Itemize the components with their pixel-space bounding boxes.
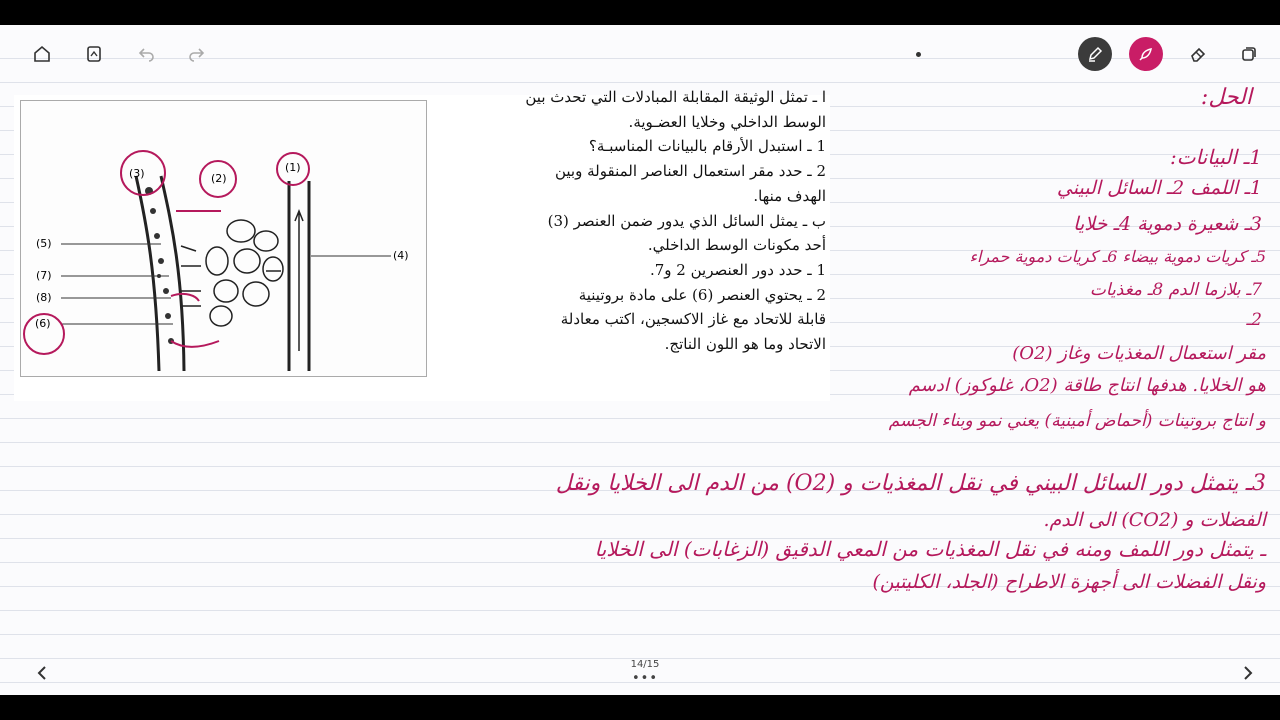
eraser-icon[interactable] <box>1183 39 1213 69</box>
label-3: (3) <box>129 167 145 180</box>
label-6: (6) <box>35 317 51 330</box>
page-add-icon[interactable] <box>79 39 109 69</box>
redo-icon[interactable] <box>182 39 212 69</box>
label-7: (7) <box>36 269 52 282</box>
answer-title: الحل: <box>1200 85 1252 110</box>
question-line: 2 ـ حدد مقر استعمال العناصر المنقولة وبين <box>554 162 826 181</box>
answer-line: 3ـ شعيرة دموية 4ـ خلايا <box>1073 213 1262 235</box>
question-line: الهدف منها. <box>753 186 826 205</box>
exchange-diagram <box>20 100 427 377</box>
toolbar <box>0 25 1280 85</box>
label-1: (1) <box>285 161 301 174</box>
answer-line: و انتاج بروتينات (أحماض أمينية) يعني نمو وبناء الجسم <box>888 411 1266 431</box>
label-4: (4) <box>393 249 409 262</box>
notebook-page[interactable] <box>0 25 1280 695</box>
pen-icon[interactable] <box>1078 37 1112 71</box>
answer-line: 3ـ يتمثل دور السائل البيني في نقل المغذيات و (O2) من الدم الى الخلايا ونقل <box>555 471 1266 496</box>
question-line: ا ـ تمثل الوثيقة المقابلة المبادلات التي تحدث بين <box>525 88 826 106</box>
question-line: الوسط الداخلي وخلايا العضـوية. <box>628 112 826 131</box>
answer-line: ونقل الفضلات الى أجهزة الاطراح (الجلد، الكليتين) <box>872 571 1266 593</box>
label-5: (5) <box>36 237 52 250</box>
undo-icon[interactable] <box>131 39 161 69</box>
more-options-icon[interactable]: ••• <box>631 671 658 686</box>
question-line: الاتحاد وما هو اللون الناتج. <box>664 335 826 354</box>
question-line: 1 ـ حدد دور العنصرين 2 و7. <box>649 260 826 279</box>
prev-page-icon[interactable] <box>32 663 52 683</box>
question-line: قابلة للاتحاد مع غاز الاكسجين، اكتب معادلة <box>560 310 826 329</box>
label-2: (2) <box>211 172 227 185</box>
question-text <box>440 85 826 357</box>
question-line: 2 ـ يحتوي العنصر (6) على مادة بروتينية <box>578 285 826 304</box>
lasso-icon[interactable] <box>1234 39 1264 69</box>
answer-line: 5ـ كريات دموية بيضاء 6ـ كريات دموية حمراء <box>969 247 1266 266</box>
question-line: 1 ـ استبدل الأرقام بالبيانات المناسبـة؟ <box>588 137 826 156</box>
answer-line: 2ـ <box>1246 310 1262 330</box>
question-line: ب ـ يمثل السائل الذي يدور ضمن العنصر (3) <box>547 211 826 230</box>
label-8: (8) <box>36 291 52 304</box>
answer-line: 7ـ بلازما الدم 8ـ مغذيات <box>1089 280 1262 300</box>
canvas-dot <box>916 52 921 57</box>
answer-line: 1ـ اللمف 2ـ السائل البيني <box>1056 177 1262 199</box>
answer-line: هو الخلايا. هدفها انتاج طاقة (O2، غلوكوز) ادسم <box>908 375 1266 396</box>
home-icon[interactable] <box>27 39 57 69</box>
next-page-icon[interactable] <box>1238 663 1258 683</box>
answer-line: الفضلات و (CO2) الى الدم. <box>1043 509 1266 531</box>
answer-line: ـ يتمثل دور اللمف ومنه في نقل المغذيات من المعي الدقيق (الزغابات) الى الخلايا <box>594 537 1266 561</box>
answer-line: مقر استعمال المغذيات وغاز (O2) <box>1012 343 1266 364</box>
highlighter-icon[interactable] <box>1129 37 1163 71</box>
answer-line: 1ـ البيانات: <box>1170 145 1262 169</box>
page-indicator: 14/15 <box>630 659 660 670</box>
question-line: أحد مكونات الوسط الداخلي. <box>647 236 826 255</box>
